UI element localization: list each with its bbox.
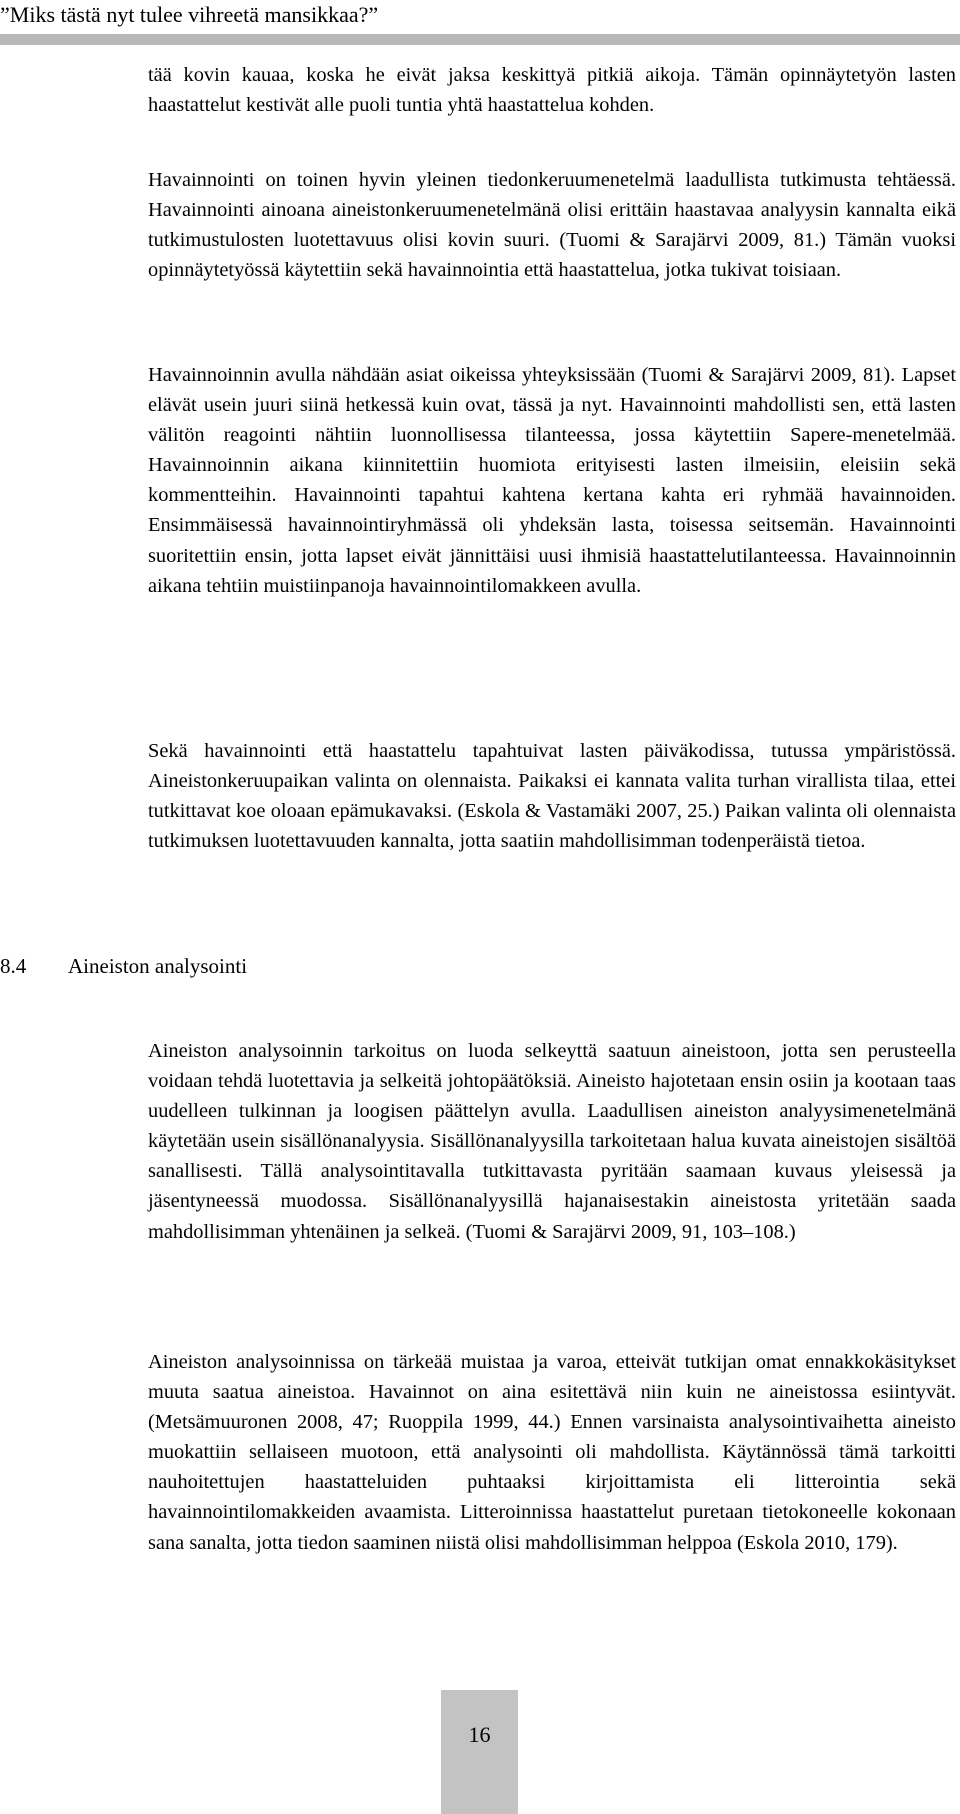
page-number: 16 [468, 1722, 491, 1747]
header-rule [0, 34, 960, 45]
text-block-bottom [148, 1347, 956, 1558]
text-block-bottom [148, 1036, 956, 1247]
paragraph-analysis-purpose: Aineiston analysoinnin tarkoitus on luoda selkeyttä saatuun aineistoon, jotta sen perusteella voidaan tehdä luotettavia ja selkeitä johtopäätöksiä. Aineisto hajotetaan ensin osiin ja kootaan taas uudelleen tulkinnan ja loogisen päättelyn avulla. Laadullisen aineiston analyysimenetelmänä käytetään usein sisällönanalyysia. Sisällönanalyysilla tarkoitetaan halua kuvata aineistojen sisältöä sanallisesti. Tällä analysointitavalla tutkittavasta pyritään saamaan kuvaus yleisessä ja jäsentyneessä muodossa. Sisällönanalyysillä hajanaisestakin aineistosta yritetään saada mahdollisimman yhtenäinen ja selkeä. (Tuomi & Sarajärvi 2009, 91, 103–108.) [148, 1040, 956, 1243]
page-number-box [441, 1690, 518, 1814]
paragraph-analysis-process: Aineiston analysoinnissa on tärkeää muistaa ja varoa, etteivät tutkijan omat ennakkokäsitykset muuta saatua aineistoa. Havainnot on aina esitettävä niin kuin ne aineistossa esiintyvät. (Metsämuuronen 2008, 47; Ruoppila 1999, 44.) Ennen varsinaista analysointivaihetta aineisto muokattiin sellaiseen muotoon, että analysointi oli mahdollista. Käytännössä tämä tarkoitti nauhoitettujen haastatteluiden puhtaaksi kirjoittamista eli litterointia sekä havainnointilomakkeiden avaamista. Litteroinnissa haastattelut puretaan tietokoneelle kokonaan sana sanalta, jotta tiedon saaminen niistä olisi mahdollisimman helppoa (Eskola 2010, 179). [148, 1351, 956, 1554]
paragraph-location: Sekä havainnointi että haastattelu tapahtuivat lasten päiväkodissa, tutussa ympäristössä. Aineistonkeruupaikan valinta on olennaista. Paikaksi ei kannata valita turhan virallista tilaa, ettei tutkittavat koe oloaan epämukavaksi. (Eskola & Vastamäki 2007, 25.) Paikan valinta oli olennaista tutkimuksen luotettavuuden kannalta, jotta saatiin mahdollisimman todenperäistä tietoa. [148, 740, 956, 853]
running-header-title: ”Miks tästä nyt tulee vihreetä mansikkaa?” [0, 2, 379, 27]
text-block-top [148, 360, 956, 601]
text-block-top [148, 60, 956, 120]
paragraph-continued: tää kovin kauaa, koska he eivät jaksa keskittyä pitkiä aikoja. Tämän opinnäytetyön lasten haastattelut kestivät alle puoli tuntia yhtä haastattelua kohden. [148, 64, 956, 117]
section-title: Aineiston analysointi [68, 954, 248, 978]
text-block-top [148, 736, 956, 856]
running-header [0, 0, 960, 46]
section-number: 8.4 [0, 954, 27, 978]
text-block-top [148, 165, 956, 285]
paragraph-observation-details: Havainnoinnin avulla nähdään asiat oikeissa yhteyksissään (Tuomi & Sarajärvi 2009, 81). Lapset elävät usein juuri siinä hetkessä kuin ovat, tässä ja nyt. Havainnointi mahdollisti sen, että lasten välitön reagointi nähtiin luonnollisessa tilanteessa, jossa käytettiin Sapere-menetelmää. Havainnoinnin aikana kiinnitettiin huomiota erityisesti lasten ilmeisiin, eleisiin sekä kommentteihin. Havainnointi tapahtui kahtena kertana kahta eri ryhmää havainnoiden. Ensimmäisessä havainnointiryhmässä oli yhdeksän lasta, toisessa seitsemän. Havainnointi suoritettiin ensin, jotta lapset eivät jännittäisi uusi ihmisiä haastattelutilanteessa. Havainnoinnin aikana tehtiin muistiinpanoja havainnointilomakkeen avulla. [148, 364, 956, 597]
section-heading [0, 954, 247, 979]
paragraph-observation-method: Havainnointi on toinen hyvin yleinen tiedonkeruumenetelmä laadullista tutkimusta tehtäessä. Havainnointi ainoana aineistonkeruumenetelmänä olisi erittäin haastavaa analyysin kannalta eikä tutkimustulosten luotettavuus olisi kovin suuri. (Tuomi & Sarajärvi 2009, 81.) Tämän vuoksi opinnäytetyössä käytettiin sekä havainnointia että haastattelua, jotka tukivat toisiaan. [148, 169, 956, 282]
